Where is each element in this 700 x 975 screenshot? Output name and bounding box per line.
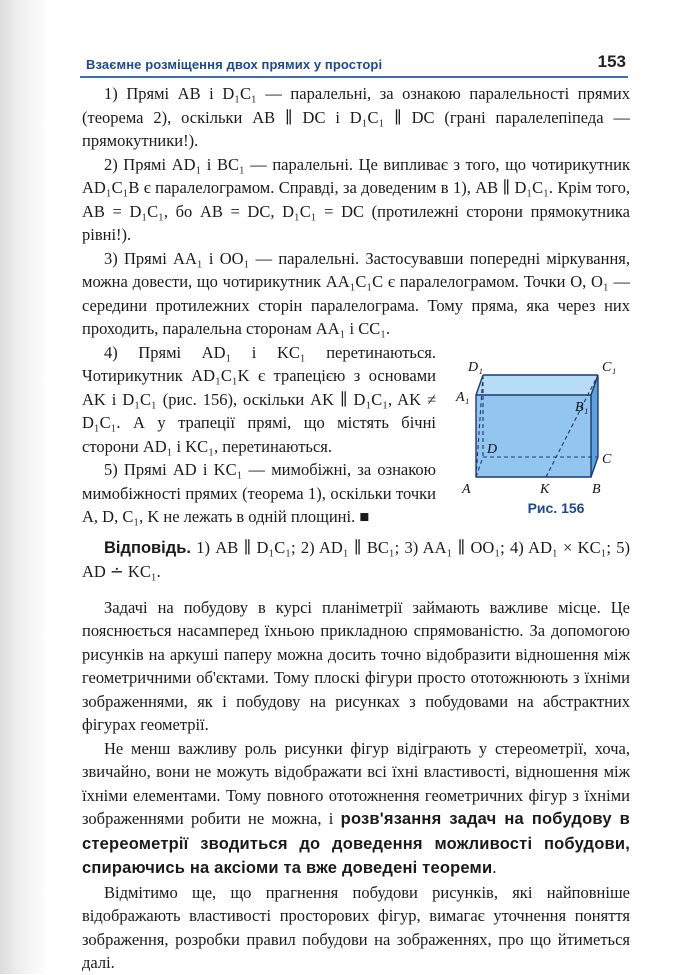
front-face [476, 395, 591, 477]
label-a: A [462, 481, 471, 497]
paragraph-2-text: Не менш важливу роль рисунки фігур відіграють у стереометрії, хоча, звичайно, вони не можуть відображати всі їхні властивості, відношення між їхніми елементами. Тому повного ототожнення геометричних фігур з їхніми зображеннями робити не можна, і [82, 738, 630, 828]
figure-156 [446, 345, 636, 521]
paragraph-2 [82, 737, 630, 881]
label-a1: A₁ [456, 389, 470, 405]
parallelepiped-drawing [446, 345, 636, 521]
answer-line [82, 536, 630, 584]
paragraph-2-end: . [492, 858, 497, 877]
section-title: Взаємне розміщення двох прямих у просторі [86, 57, 383, 72]
label-c: C [602, 451, 612, 467]
paragraph-2-bold: розв'язання задач на побудову в стереометрії зводиться до доведення можливості побудови, спираючись на аксіоми та вже доведені теореми [82, 810, 630, 877]
page-content [82, 82, 630, 975]
page-number: 153 [597, 52, 626, 71]
page-header [80, 50, 628, 78]
label-b: B [592, 481, 601, 497]
label-b1: B₁ [575, 399, 589, 415]
paragraph-3: Відмітимо ще, що прагнення побудови рисунків, які найповніше відображають властивості просторових фігур, вимагає уточнення поняття зображення, розробки правил побудови на зображеннях, про що йтиметься далі. [82, 882, 630, 972]
label-k: K [540, 481, 550, 497]
answer-label: Відповідь. [104, 538, 191, 557]
answer-text: 1) AB ∥ D₁C₁; 2) AD₁ ∥ BC₁; 3) AA₁ ∥ OO₁; 4) AD₁ × KC₁; 5) AD ∸ KC₁. [82, 537, 631, 581]
figure-caption: Рис. 156 [527, 499, 585, 516]
label-d1: D₁ [468, 359, 483, 375]
top-face [476, 375, 598, 395]
solution-item-4: 4) Прямі AD₁ і KC₁ перетинаються. Чотирикутник AD₁C₁K є трапецією з основами AK і D₁C₁ (рис. 156), оскільки AK ∥ D₁C₁, AK ≠ D₁C₁. А у трапеції прямі, що містять бічні сторони AD₁ і KC₁, перетинаються. [82, 342, 436, 456]
label-d: D [487, 441, 498, 457]
solution-item-3: 3) Прямі AA₁ і OO₁ — паралельні. Застосувавши попередні міркування, можна довести, що чотирикутник AA₁C₁C є паралелограмом. Точки O, O₁ — середини протилежних сторін паралелограма. Тому пряма, яка через них проходить, паралельна сторонам AA₁ і CC₁. [82, 248, 630, 338]
paragraph-1: Задачі на побудову в курсі планіметрії займають важливе місце. Це пояснюється насамперед їхньою прикладною спрямованістю. За допомогою рисунків на аркуші паперу можна досить точно відобразити відношення між геометричними об'єктами. Тому плоскі фігури просто ототожнюють з їхніми зображеннями, як і побудову на рисунках з побудовами на абстрактних фігурах геометрії. [82, 597, 630, 734]
solution-item-1: 1) Прямі AB і D₁C₁ — паралельні, за ознакою паралельності прямих (теорема 2), оскільки AB ∥ DC і D₁C₁ ∥ DC (грані паралелепіпеда — прямокутники!). [82, 84, 630, 150]
solution-item-5: 5) Прямі AD і KC₁ — мимобіжні, за ознакою мимобіжності прямих (теорема 1), оскільки точки A, D, C₁, K не лежать в одній площині. ■ [82, 460, 436, 526]
solution-item-2: 2) Прямі AD₁ і BC₁ — паралельні. Це випливає з того, що чотирикутник AD₁C₁B є паралелограмом. Справді, за доведеним в 1), AB ∥ D₁C₁. Крім того, AB = D₁C₁, бо AB = DC, D₁C₁ = DC (протилежні сторони прямокутника рівні!). [82, 154, 630, 244]
label-c1: C₁ [602, 359, 617, 375]
